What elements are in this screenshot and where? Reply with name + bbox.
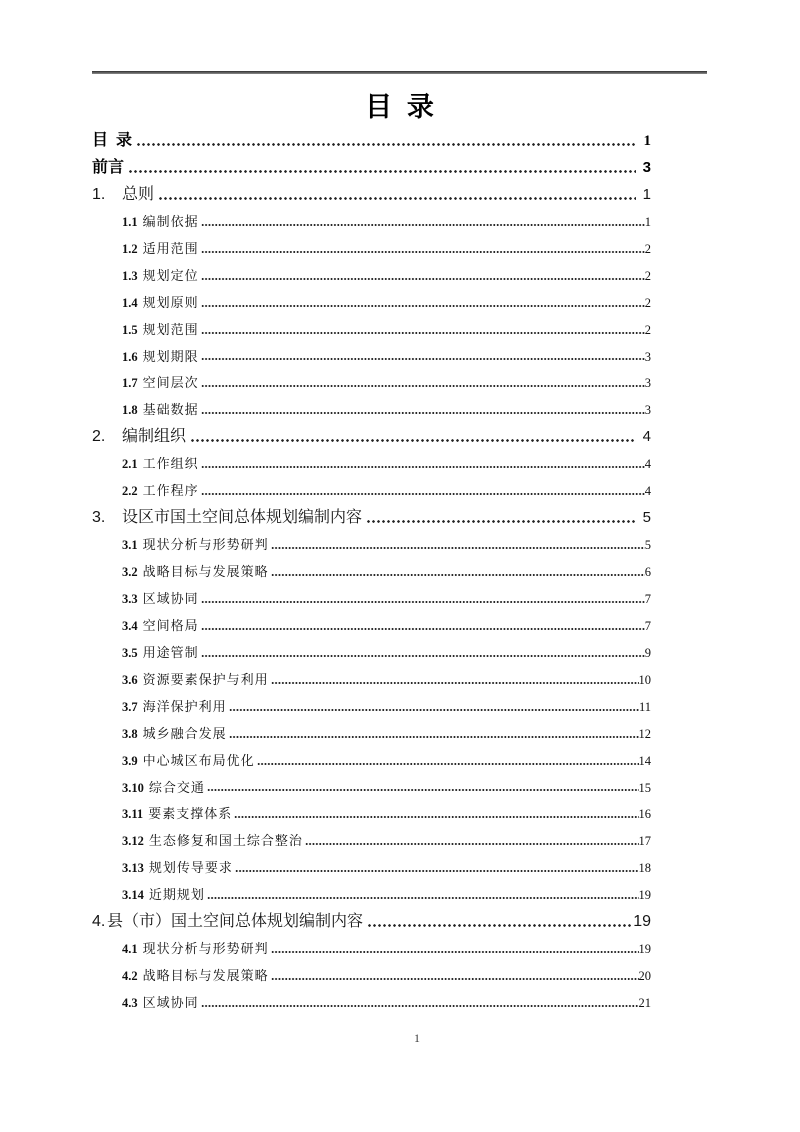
toc-page-number: 1 (642, 185, 651, 203)
toc-entry[interactable] (92, 828, 651, 855)
toc-entry-title: 适用范围 (142, 240, 199, 256)
toc-entry-number: 1.4 (122, 295, 138, 310)
toc-entry[interactable] (92, 182, 651, 209)
toc-dot-leader (136, 128, 636, 155)
toc-entry[interactable] (92, 236, 651, 263)
toc-entry[interactable] (92, 209, 651, 236)
toc-dot-leader (235, 855, 639, 882)
toc-entry-title: 规划范围 (142, 321, 199, 337)
toc-entry[interactable] (92, 317, 651, 344)
toc-list (92, 128, 651, 1017)
toc-dot-leader (271, 963, 639, 990)
toc-dot-leader (207, 775, 639, 802)
toc-dot-leader (234, 801, 638, 828)
toc-entry-number: 3.14 (122, 888, 144, 903)
toc-dot-leader (201, 290, 645, 317)
toc-entry-title: 总则 (122, 185, 155, 203)
toc-dot-leader (367, 909, 632, 936)
toc-entry[interactable] (92, 882, 651, 909)
toc-entry[interactable] (92, 909, 651, 936)
toc-entry-title: 工作组织 (142, 456, 199, 472)
toc-entry-title: 资源要素保护与利用 (142, 671, 269, 687)
toc-entry[interactable] (92, 963, 651, 990)
toc-page-number: 10 (638, 672, 651, 687)
toc-entry-title: 生态修复和国土综合整治 (148, 833, 303, 849)
toc-entry-number: 3. (92, 509, 106, 527)
toc-entry-title: 空间格局 (142, 617, 199, 633)
toc-entry[interactable] (92, 263, 651, 290)
toc-entry[interactable] (92, 451, 651, 478)
toc-entry[interactable] (92, 532, 651, 559)
toc-entry-number: 4.2 (122, 969, 138, 984)
toc-dot-leader (201, 613, 645, 640)
toc-dot-leader (201, 370, 645, 397)
toc-dot-leader (190, 424, 636, 451)
toc-entry-title: 前言 (92, 158, 125, 176)
toc-entry-title: 综合交通 (148, 779, 205, 795)
toc-entry-title: 近期规划 (148, 887, 205, 903)
toc-entry[interactable] (92, 694, 651, 721)
toc-entry-number: 3.5 (122, 645, 138, 660)
toc-entry-title: 编制组织 (122, 428, 187, 446)
toc-entry-number: 3.12 (122, 834, 144, 849)
toc-page-number: 19 (638, 888, 651, 903)
toc-entry[interactable] (92, 290, 651, 317)
toc-dot-leader (271, 667, 639, 694)
toc-page-number: 3 (642, 158, 651, 176)
toc-page-number: 9 (644, 645, 651, 660)
toc-entry-title: 空间层次 (142, 375, 199, 391)
toc-dot-leader (201, 236, 645, 263)
toc-entry[interactable] (92, 775, 651, 802)
toc-dot-leader (201, 344, 645, 371)
toc-page-number: 4 (644, 457, 651, 472)
toc-entry-title: 工作程序 (142, 483, 199, 499)
toc-entry[interactable] (92, 397, 651, 424)
toc-entry-title: 规划原则 (142, 294, 199, 310)
toc-dot-leader (201, 990, 639, 1017)
toc-dot-leader (201, 640, 645, 667)
toc-page-number: 3 (644, 349, 651, 364)
toc-page-number: 21 (638, 996, 651, 1010)
toc-page-number: 14 (638, 753, 651, 768)
toc-entry[interactable] (92, 344, 651, 371)
toc-entry-title: 规划定位 (142, 267, 199, 283)
toc-entry[interactable] (92, 667, 651, 694)
toc-page-number: 2 (644, 241, 651, 256)
toc-page-number: 3 (644, 403, 651, 418)
toc-page-number: 5 (644, 538, 651, 553)
toc-entry[interactable] (92, 855, 651, 882)
toc-dot-leader (305, 828, 639, 855)
toc-entry-title: 用途管制 (142, 644, 199, 660)
toc-entry-title: 县（市）国土空间总体规划编制内容 (107, 913, 364, 931)
toc-dot-leader (257, 748, 639, 775)
toc-entry[interactable] (92, 505, 651, 532)
toc-entry-number: 1.3 (122, 268, 138, 283)
page-title: 目 录 (365, 92, 434, 122)
toc-dot-leader (271, 936, 639, 963)
toc-dot-leader (271, 532, 645, 559)
toc-dot-leader (201, 317, 645, 344)
toc-dot-leader (158, 182, 636, 209)
toc-entry-title: 设区市国土空间总体规划编制内容 (122, 509, 363, 527)
toc-entry[interactable] (92, 936, 651, 963)
toc-dot-leader (201, 586, 645, 613)
toc-page-number: 2 (644, 295, 651, 310)
toc-entry[interactable] (92, 424, 651, 451)
toc-dot-leader (201, 263, 645, 290)
toc-entry-title: 现状分析与形势研判 (142, 537, 269, 553)
toc-dot-leader (201, 397, 645, 424)
toc-entry-number: 3.13 (122, 861, 144, 876)
toc-dot-leader (366, 505, 636, 532)
toc-page-number: 16 (638, 807, 651, 822)
toc-page-number: 19 (633, 913, 651, 931)
toc-entry-title: 编制依据 (142, 213, 199, 229)
footer-page-number: 1 (414, 1031, 420, 1045)
toc-entry[interactable] (92, 128, 651, 155)
toc-page-number: 11 (638, 699, 651, 714)
toc-dot-leader (128, 155, 636, 182)
toc-page-number: 18 (638, 861, 651, 876)
toc-entry-title: 目 录 (92, 132, 133, 149)
toc-page-number: 12 (638, 726, 651, 741)
toc-entry-number: 4.3 (122, 996, 138, 1010)
toc-page-number: 3 (644, 376, 651, 391)
toc-dot-leader (271, 559, 645, 586)
toc-entry[interactable] (92, 801, 651, 828)
toc-entry[interactable] (92, 155, 651, 182)
toc-entry-number: 1.6 (122, 349, 138, 364)
toc-entry-number: 1.8 (122, 403, 138, 418)
toc-page-number: 1 (644, 214, 651, 229)
toc-entry[interactable] (92, 990, 651, 1017)
toc-entry-title: 区域协同 (142, 590, 199, 606)
toc-entry-number: 1. (92, 185, 106, 203)
toc-entry-number: 3.1 (122, 538, 138, 553)
toc-page-number: 2 (644, 322, 651, 337)
toc-entry[interactable] (92, 586, 651, 613)
toc-entry-number: 2.2 (122, 484, 138, 499)
toc-entry-title: 现状分析与形势研判 (142, 941, 269, 957)
header-rule (92, 71, 707, 74)
toc-entry-number: 1.2 (122, 241, 138, 256)
toc-page-number: 6 (644, 565, 651, 579)
toc-entry-title: 城乡融合发展 (142, 725, 227, 741)
toc-entry[interactable] (92, 370, 651, 397)
toc-entry-number: 3.8 (122, 726, 138, 741)
toc-dot-leader (201, 451, 645, 478)
toc-entry-number: 3.6 (122, 672, 138, 687)
toc-page-number: 7 (644, 591, 651, 606)
toc-page-number: 7 (644, 618, 651, 633)
toc-entry-number: 3.9 (122, 753, 138, 768)
toc-entry-title: 中心城区布局优化 (142, 752, 255, 768)
toc-entry[interactable] (92, 613, 651, 640)
toc-entry-number: 4. (92, 913, 106, 931)
toc-entry-title: 战略目标与发展策略 (142, 968, 269, 984)
toc-entry-number: 3.11 (122, 807, 144, 822)
toc-entry-title: 区域协同 (142, 995, 199, 1010)
toc-entry-number: 3.4 (122, 618, 138, 633)
toc-page-number: 1 (643, 133, 651, 149)
toc-entry-number: 2.1 (122, 457, 138, 472)
toc-entry[interactable] (92, 478, 651, 505)
toc-entry-title: 要素支撑体系 (148, 806, 233, 822)
toc-page-number: 4 (644, 484, 651, 499)
toc-entry-title: 规划传导要求 (148, 860, 233, 876)
toc-entry-number: 2. (92, 428, 106, 446)
toc-entry[interactable] (92, 748, 651, 775)
toc-entry-title: 基础数据 (142, 402, 199, 418)
toc-entry-number: 3.7 (122, 699, 138, 714)
toc-entry-number: 3.3 (122, 591, 138, 606)
toc-page-number: 5 (642, 509, 651, 527)
toc-entry[interactable] (92, 721, 651, 748)
toc-page-number: 20 (638, 969, 651, 984)
toc-page-number: 19 (638, 942, 651, 957)
toc-entry-number: 1.5 (122, 322, 138, 337)
toc-dot-leader (201, 478, 645, 505)
toc-dot-leader (207, 882, 639, 909)
toc-page-number: 15 (638, 780, 651, 795)
toc-entry-number: 1.7 (122, 376, 138, 391)
toc-entry-number: 1.1 (122, 214, 138, 229)
toc-entry-title: 战略目标与发展策略 (142, 564, 269, 579)
toc-entry[interactable] (92, 559, 651, 586)
toc-entry-number: 3.10 (122, 780, 144, 795)
toc-entry[interactable] (92, 640, 651, 667)
toc-dot-leader (229, 694, 639, 721)
toc-page-number: 4 (642, 428, 651, 446)
toc-dot-leader (229, 721, 639, 748)
toc-page-number: 2 (644, 268, 651, 283)
toc-entry-title: 海洋保护利用 (142, 698, 227, 714)
toc-entry-title: 规划期限 (142, 348, 199, 364)
toc-entry-number: 3.2 (122, 565, 138, 579)
toc-dot-leader (201, 209, 645, 236)
toc-page-number: 17 (638, 834, 651, 849)
toc-entry-number: 4.1 (122, 942, 138, 957)
